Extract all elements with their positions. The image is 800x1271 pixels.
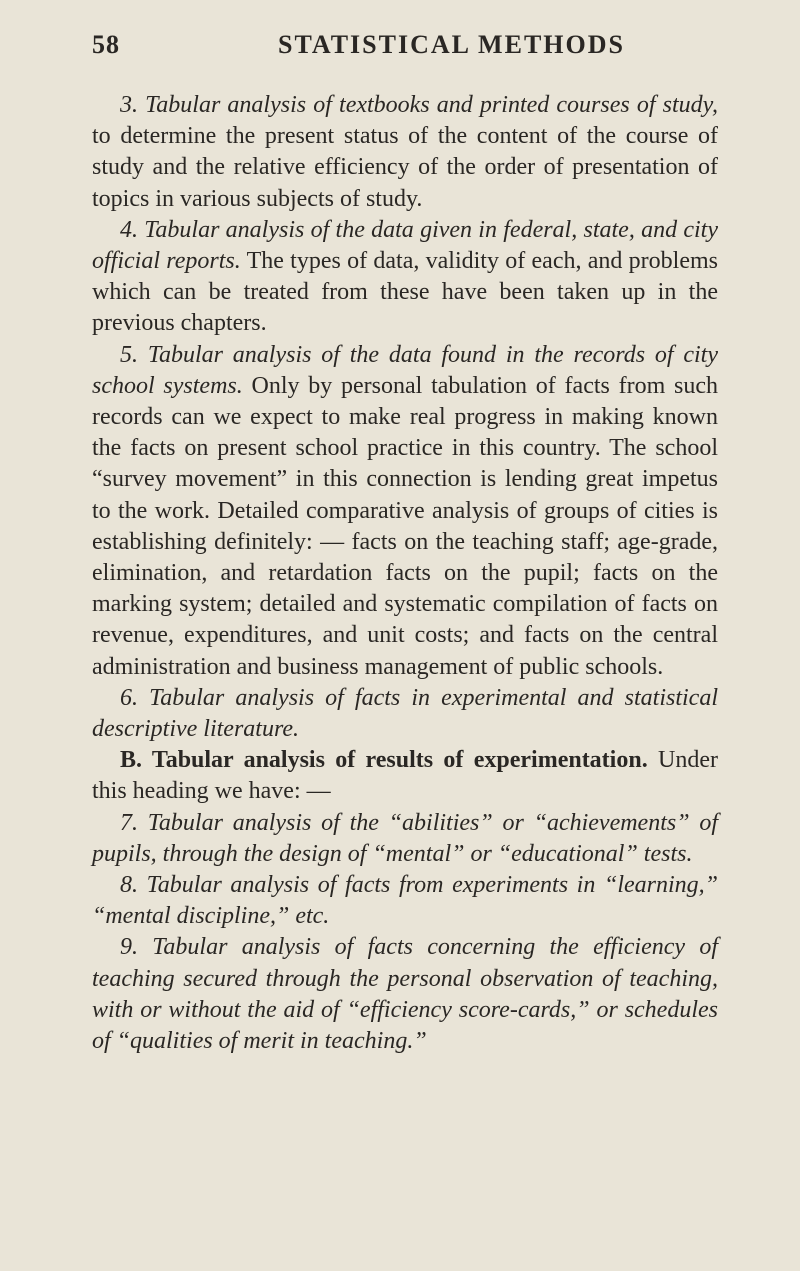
paragraph-7 bbox=[92, 808, 718, 870]
page-header bbox=[92, 30, 718, 78]
paragraph-5 bbox=[92, 340, 718, 683]
paragraph-body: Only by personal tabulation of facts from such records can we expect to make real progress in making known the facts on present school practice in this country. The school “survey movement” in this connection is lending great impetus to the work. Detailed comparative analysis of groups of cities is establishing definitely: — facts on the teaching staff; age-grade, elimination, and retardation facts on the pupil; facts on the marking system; detailed and systematic compilation of facts on revenue, expenditures, and unit costs; and facts on the central administration and business management of public schools. bbox=[92, 372, 719, 680]
paragraph-body: The types of data, validity of each, and problems which can be treated from these have been taken up in the previous chapters. bbox=[92, 248, 719, 337]
paragraph-lead: 6. Tabular analysis of facts in experimental and statistical descriptive literature. bbox=[92, 684, 718, 743]
paragraph-3 bbox=[92, 90, 718, 215]
paragraph-lead: 8. Tabular analysis of facts from experiments in “learning,” “mental discipline,” etc. bbox=[92, 872, 718, 930]
paragraph-8 bbox=[92, 870, 718, 932]
paragraph-lead: 9. Tabular analysis of facts concerning the efficiency of teaching secured through the personal observation of teaching, with or without the aid of “efficiency score-cards,” or schedules of “qualities of merit in teaching.” bbox=[92, 934, 718, 1055]
running-head: STATISTICAL METHODS bbox=[278, 30, 625, 59]
section-b-heading bbox=[92, 745, 718, 807]
paragraph-9 bbox=[92, 932, 718, 1057]
paragraph-6 bbox=[92, 683, 718, 745]
page-number: 58 bbox=[92, 30, 120, 59]
paragraph-lead: 5. Tabular analysis of the data found in the records of city school systems. bbox=[92, 341, 718, 399]
section-heading: B. Tabular analysis of results of experimentation. bbox=[120, 747, 648, 774]
paragraph-4 bbox=[92, 215, 718, 340]
paragraph-body: Under this heading we have: — bbox=[92, 747, 718, 805]
paragraph-body: to determine the present status of the content of the course of study and the relative efficiency of the order of presentation of topics in various subjects of study. bbox=[92, 123, 718, 212]
paragraph-lead: 4. Tabular analysis of the data given in federal, state, and city official reports. bbox=[92, 216, 718, 275]
paragraph-lead: 3. Tabular analysis of textbooks and printed courses of study, bbox=[120, 92, 718, 118]
paragraph-lead: 7. Tabular analysis of the “abilities” or “achievements” of pupils, through the design of “mental” or “educational” tests. bbox=[92, 809, 718, 867]
